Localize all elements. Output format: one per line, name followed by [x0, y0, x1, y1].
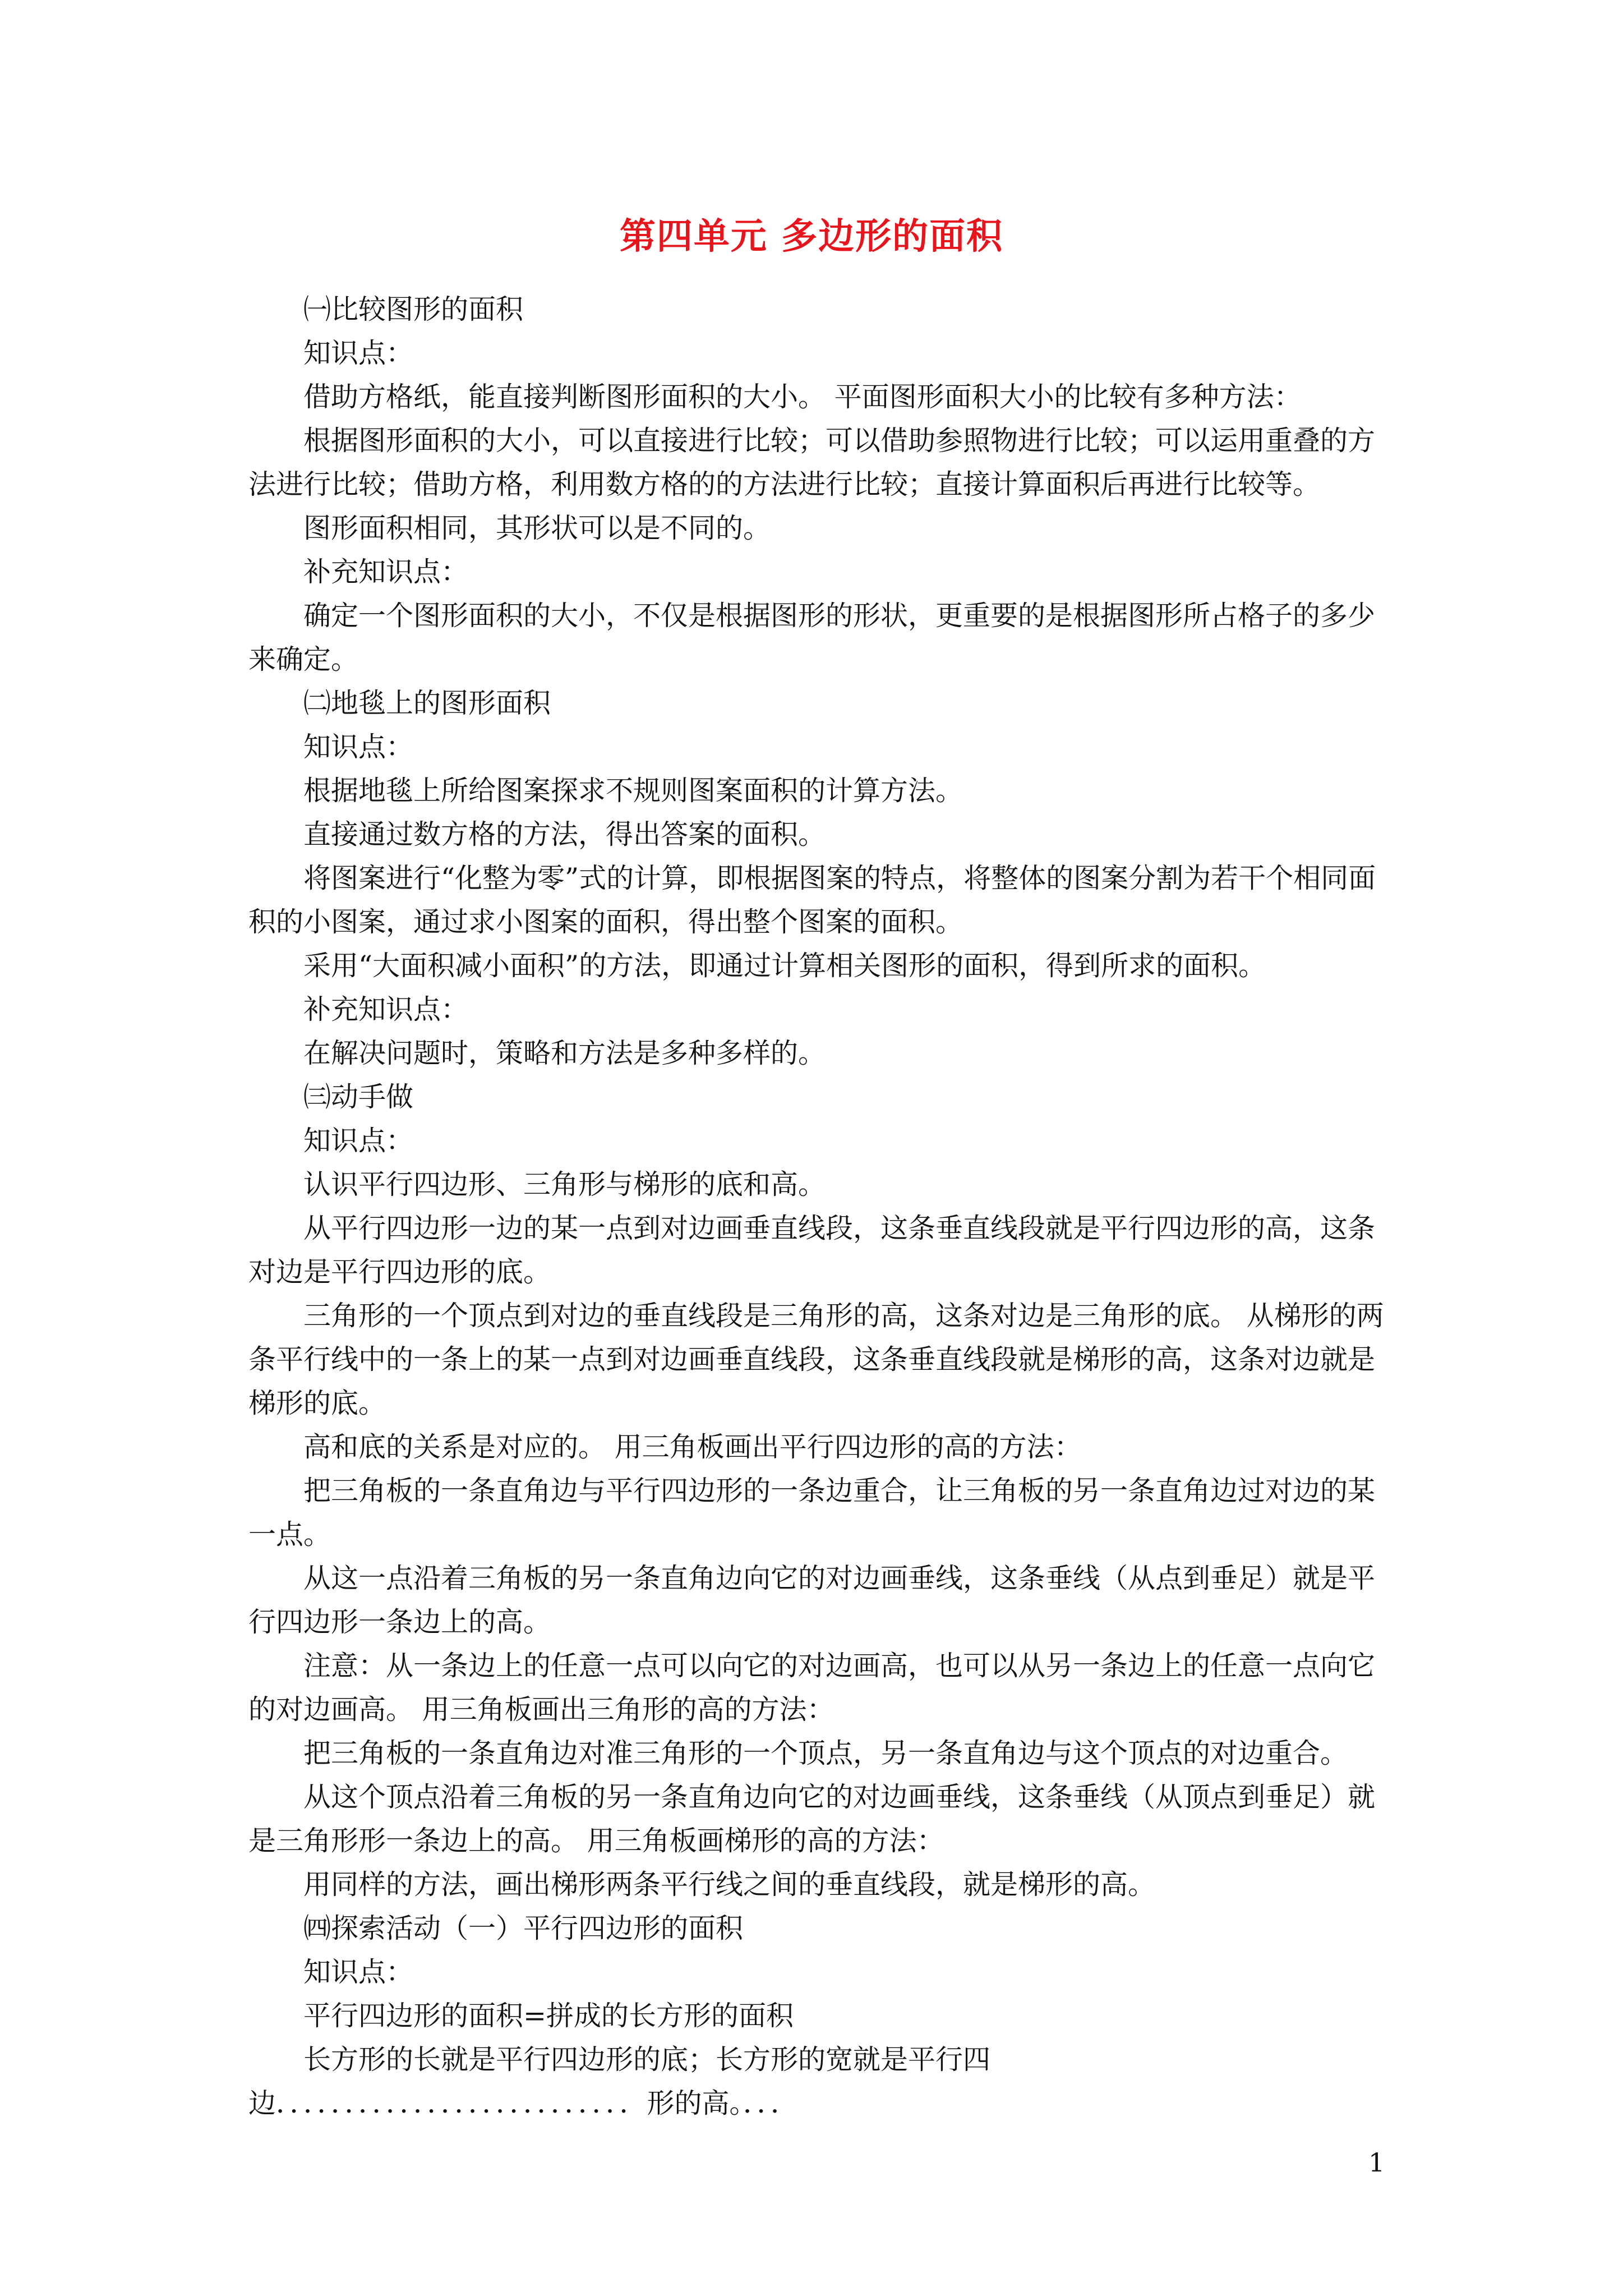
paragraph: 补充知识点： [303, 556, 469, 588]
paragraph: 三角形的一个顶点到对边的垂直线段是三角形的高，这条对边是三角形的底。 从梯形的两条平行线中的一条上的某一点到对边画垂直线段，这条垂直线段就是梯形的高，这条对边就是梯形的底。 [248, 1300, 1384, 1419]
paragraph: 把三角板的一条直角边与平行四边形的一条边重合，让三角板的另一条直角边过对边的某一点。 [248, 1475, 1376, 1550]
paragraph: 平行四边形的面积=拼成的长方形的面积 [303, 2000, 794, 2032]
paragraph: 采用“大面积减小面积”的方法，即通过计算相关图形的面积，得到所求的面积。 [303, 950, 1266, 982]
paragraph: 将图案进行“化整为零”式的计算，即根据图案的特点，将整体的图案分割为若干个相同面积的小图案，通过求小图案的面积，得出整个图案的面积。 [248, 862, 1376, 938]
paragraph: ㈣探索活动（一）平行四边形的面积 [303, 1912, 744, 1944]
paragraph: 长方形的长就是平行四边形的底；长方形的宽就是平行四 [303, 2044, 991, 2076]
dotted-line: 边．．．．．．．．．．．．．．．．．．．．．．．．．．形的高。．．． [248, 2087, 799, 2119]
paragraph: 借助方格纸，能直接判断图形面积的大小。 平面图形面积大小的比较有多种方法： [303, 381, 1302, 413]
paragraph: 根据图形面积的大小，可以直接进行比较；可以借助参照物进行比较；可以运用重叠的方法进行比较；借助方格，利用数方格的的方法进行比较；直接计算面积后再进行比较等。 [248, 425, 1376, 500]
paragraph: 在解决问题时，策略和方法是多种多样的。 [303, 1037, 826, 1069]
paragraph: 把三角板的一条直角边对准三角形的一个顶点，另一条直角边与这个顶点的对边重合。 [303, 1737, 1348, 1769]
paragraph: 知识点： [303, 1956, 414, 1988]
document-body [248, 288, 1387, 2125]
paragraph: 高和底的关系是对应的。 用三角板画出平行四边形的高的方法： [303, 1431, 1082, 1463]
paragraph: 用同样的方法，画出梯形两条平行线之间的垂直线段，就是梯形的高。 [303, 1869, 1156, 1901]
paragraph: 图形面积相同，其形状可以是不同的。 [303, 512, 771, 544]
paragraph: 从平行四边形一边的某一点到对边画垂直线段，这条垂直线段就是平行四边形的高，这条对边是平行四边形的底。 [248, 1212, 1376, 1288]
paragraph: 知识点： [303, 1125, 414, 1157]
paragraph: ㈡地毯上的图形面积 [303, 687, 551, 719]
page-number: 1 [1368, 2147, 1385, 2178]
paragraph: ㈠比较图形的面积 [303, 293, 524, 325]
paragraph: 确定一个图形面积的大小，不仅是根据图形的形状，更重要的是根据图形所占格子的多少来确定。 [248, 600, 1376, 675]
paragraph: 从这一点沿着三角板的另一条直角边向它的对边画垂线，这条垂线（从点到垂足）就是平行四边形一条边上的高。 [248, 1562, 1376, 1638]
paragraph: 认识平行四边形、三角形与梯形的底和高。 [303, 1168, 826, 1200]
paragraph: ㈢动手做 [303, 1081, 414, 1113]
paragraph: 根据地毯上所给图案探求不规则图案面积的计算方法。 [303, 775, 963, 807]
page-title: 第四单元 多边形的面积 [619, 215, 1004, 257]
paragraph: 知识点： [303, 337, 414, 369]
paragraph: 注意：从一条边上的任意一点可以向它的对边画高，也可以从另一条边上的任意一点向它的对边画高。 用三角板画出三角形的高的方法： [248, 1650, 1376, 1726]
paragraph: 从这个顶点沿着三角板的另一条直角边向它的对边画垂线，这条垂线（从顶点到垂足）就是三角形形一条边上的高。 用三角板画梯形的高的方法： [248, 1781, 1376, 1857]
paragraph: 直接通过数方格的方法，得出答案的面积。 [303, 818, 826, 850]
paragraph: 知识点： [303, 731, 414, 763]
paragraph: 补充知识点： [303, 993, 469, 1025]
